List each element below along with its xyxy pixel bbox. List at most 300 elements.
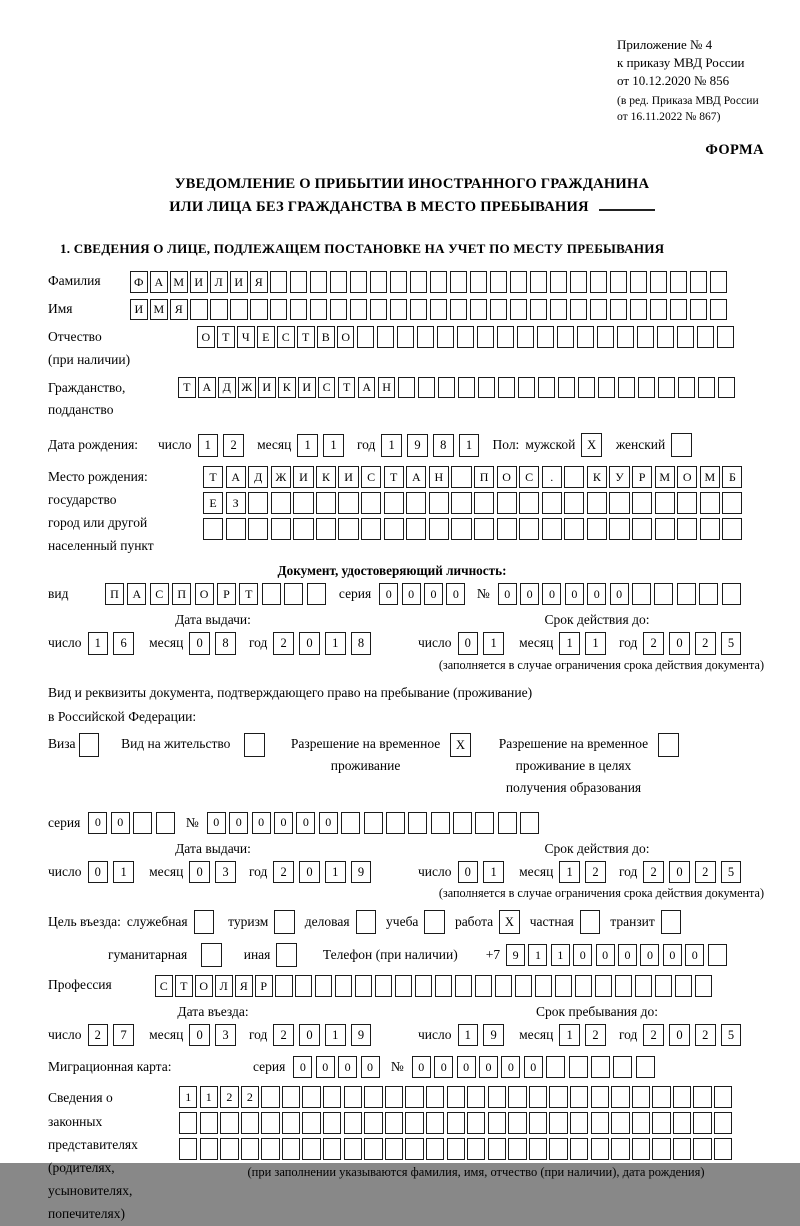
char-cell[interactable]: 0 [457, 1056, 476, 1078]
char-cell[interactable] [474, 492, 494, 514]
char-cell[interactable]: 2 [223, 434, 244, 457]
male-checkbox[interactable]: X [581, 433, 602, 457]
char-cell[interactable] [655, 975, 673, 997]
char-cell[interactable] [610, 271, 628, 293]
char-cell[interactable] [467, 1086, 485, 1108]
char-cell[interactable] [591, 1056, 610, 1078]
char-cell[interactable] [262, 583, 281, 605]
char-cell[interactable]: 0 [458, 861, 479, 884]
char-cell[interactable] [530, 271, 548, 293]
char-cell[interactable] [293, 492, 313, 514]
char-cell[interactable]: 1 [483, 632, 504, 655]
char-cell[interactable]: 2 [241, 1086, 259, 1108]
char-cell[interactable] [475, 975, 493, 997]
char-cell[interactable]: 1 [325, 861, 346, 884]
char-cell[interactable] [261, 1138, 279, 1160]
char-cell[interactable]: Ч [237, 326, 255, 348]
char-cell[interactable]: 1 [381, 434, 402, 457]
char-cell[interactable] [675, 975, 693, 997]
char-cell[interactable] [364, 812, 383, 834]
char-cell[interactable]: И [298, 377, 316, 399]
char-cell[interactable] [518, 377, 536, 399]
char-cell[interactable] [690, 299, 708, 321]
char-cell[interactable] [438, 377, 456, 399]
char-cell[interactable]: Б [722, 466, 742, 488]
char-cell[interactable] [385, 1086, 403, 1108]
char-cell[interactable]: Н [429, 466, 449, 488]
char-cell[interactable] [341, 812, 360, 834]
char-cell[interactable] [595, 975, 613, 997]
char-cell[interactable] [549, 1086, 567, 1108]
char-cell[interactable]: 0 [252, 812, 271, 834]
char-cell[interactable] [632, 1086, 650, 1108]
char-cell[interactable]: 2 [585, 1024, 606, 1047]
char-cell[interactable] [673, 1112, 691, 1134]
char-cell[interactable] [451, 492, 471, 514]
char-cell[interactable] [630, 271, 648, 293]
char-cell[interactable] [550, 299, 568, 321]
char-cell[interactable] [437, 326, 455, 348]
char-cell[interactable]: У [609, 466, 629, 488]
char-cell[interactable] [450, 299, 468, 321]
char-cell[interactable] [203, 518, 223, 540]
char-cell[interactable]: 0 [319, 812, 338, 834]
char-cell[interactable] [344, 1138, 362, 1160]
char-cell[interactable]: П [172, 583, 191, 605]
char-cell[interactable]: 2 [88, 1024, 109, 1047]
char-cell[interactable]: 2 [643, 861, 664, 884]
char-cell[interactable] [395, 975, 413, 997]
char-cell[interactable]: 0 [434, 1056, 453, 1078]
char-cell[interactable]: И [258, 377, 276, 399]
char-cell[interactable]: 0 [88, 812, 107, 834]
char-cell[interactable] [636, 1056, 655, 1078]
char-cell[interactable] [451, 466, 471, 488]
char-cell[interactable] [467, 1138, 485, 1160]
char-cell[interactable] [271, 492, 291, 514]
char-cell[interactable] [529, 1112, 547, 1134]
char-cell[interactable]: С [150, 583, 169, 605]
char-cell[interactable] [670, 271, 688, 293]
char-cell[interactable]: 1 [88, 632, 109, 655]
char-cell[interactable]: М [700, 466, 720, 488]
char-cell[interactable] [270, 271, 288, 293]
char-cell[interactable] [133, 812, 152, 834]
char-cell[interactable] [220, 1112, 238, 1134]
char-cell[interactable]: 0 [424, 583, 443, 605]
char-cell[interactable] [564, 492, 584, 514]
char-cell[interactable] [700, 492, 720, 514]
char-cell[interactable]: К [316, 466, 336, 488]
char-cell[interactable] [722, 492, 742, 514]
char-cell[interactable]: 1 [325, 632, 346, 655]
char-cell[interactable] [270, 299, 288, 321]
char-cell[interactable]: З [226, 492, 246, 514]
char-cell[interactable] [495, 975, 513, 997]
char-cell[interactable] [361, 492, 381, 514]
work-checkbox[interactable]: X [499, 910, 520, 934]
char-cell[interactable] [447, 1086, 465, 1108]
char-cell[interactable] [677, 326, 695, 348]
char-cell[interactable] [370, 299, 388, 321]
char-cell[interactable] [417, 326, 435, 348]
char-cell[interactable]: О [195, 975, 213, 997]
char-cell[interactable] [220, 1138, 238, 1160]
char-cell[interactable] [710, 271, 728, 293]
char-cell[interactable]: 1 [528, 944, 547, 966]
char-cell[interactable] [652, 1138, 670, 1160]
char-cell[interactable] [429, 492, 449, 514]
char-cell[interactable]: Р [255, 975, 273, 997]
char-cell[interactable] [670, 299, 688, 321]
char-cell[interactable] [655, 492, 675, 514]
char-cell[interactable] [415, 975, 433, 997]
char-cell[interactable] [426, 1086, 444, 1108]
char-cell[interactable]: Л [210, 271, 228, 293]
char-cell[interactable]: 9 [506, 944, 525, 966]
char-cell[interactable] [418, 377, 436, 399]
char-cell[interactable] [519, 518, 539, 540]
char-cell[interactable] [508, 1086, 526, 1108]
char-cell[interactable]: 2 [695, 861, 716, 884]
char-cell[interactable] [508, 1138, 526, 1160]
char-cell[interactable]: 0 [299, 632, 320, 655]
char-cell[interactable] [315, 975, 333, 997]
char-cell[interactable] [450, 271, 468, 293]
char-cell[interactable] [693, 1086, 711, 1108]
char-cell[interactable]: П [474, 466, 494, 488]
char-cell[interactable] [200, 1112, 218, 1134]
char-cell[interactable]: С [155, 975, 173, 997]
char-cell[interactable]: 0 [685, 944, 704, 966]
char-cell[interactable] [520, 812, 539, 834]
char-cell[interactable] [590, 271, 608, 293]
char-cell[interactable] [488, 1138, 506, 1160]
char-cell[interactable] [632, 1112, 650, 1134]
char-cell[interactable]: Ж [271, 466, 291, 488]
char-cell[interactable] [406, 492, 426, 514]
char-cell[interactable]: Я [235, 975, 253, 997]
char-cell[interactable]: 0 [587, 583, 606, 605]
char-cell[interactable]: 1 [585, 632, 606, 655]
char-cell[interactable] [429, 518, 449, 540]
other-checkbox[interactable] [276, 943, 297, 967]
char-cell[interactable]: 0 [412, 1056, 431, 1078]
char-cell[interactable]: 1 [200, 1086, 218, 1108]
char-cell[interactable] [355, 975, 373, 997]
char-cell[interactable]: И [293, 466, 313, 488]
char-cell[interactable] [591, 1138, 609, 1160]
char-cell[interactable]: Р [217, 583, 236, 605]
char-cell[interactable]: Т [217, 326, 235, 348]
char-cell[interactable]: С [277, 326, 295, 348]
tourism-checkbox[interactable] [274, 910, 295, 934]
char-cell[interactable] [708, 944, 727, 966]
char-cell[interactable] [470, 299, 488, 321]
char-cell[interactable]: 0 [669, 632, 690, 655]
char-cell[interactable] [458, 377, 476, 399]
char-cell[interactable]: Ж [238, 377, 256, 399]
char-cell[interactable]: 1 [113, 861, 134, 884]
char-cell[interactable] [597, 326, 615, 348]
char-cell[interactable] [290, 299, 308, 321]
char-cell[interactable] [557, 326, 575, 348]
char-cell[interactable] [617, 326, 635, 348]
char-cell[interactable]: 1 [459, 434, 480, 457]
char-cell[interactable]: . [542, 466, 562, 488]
char-cell[interactable] [555, 975, 573, 997]
char-cell[interactable] [714, 1138, 732, 1160]
char-cell[interactable] [302, 1086, 320, 1108]
char-cell[interactable]: 2 [643, 632, 664, 655]
char-cell[interactable] [435, 975, 453, 997]
char-cell[interactable] [530, 299, 548, 321]
char-cell[interactable]: 3 [215, 861, 236, 884]
char-cell[interactable] [542, 518, 562, 540]
char-cell[interactable]: 0 [498, 583, 517, 605]
char-cell[interactable] [587, 492, 607, 514]
char-cell[interactable]: 0 [640, 944, 659, 966]
char-cell[interactable] [490, 299, 508, 321]
char-cell[interactable]: 8 [351, 632, 372, 655]
char-cell[interactable]: И [230, 271, 248, 293]
char-cell[interactable] [638, 377, 656, 399]
char-cell[interactable]: А [198, 377, 216, 399]
char-cell[interactable]: 0 [379, 583, 398, 605]
char-cell[interactable] [611, 1086, 629, 1108]
char-cell[interactable] [390, 299, 408, 321]
char-cell[interactable]: Т [175, 975, 193, 997]
char-cell[interactable] [410, 299, 428, 321]
char-cell[interactable]: 0 [316, 1056, 335, 1078]
char-cell[interactable] [510, 271, 528, 293]
char-cell[interactable] [578, 377, 596, 399]
char-cell[interactable]: 5 [721, 632, 742, 655]
char-cell[interactable]: 0 [573, 944, 592, 966]
char-cell[interactable] [330, 299, 348, 321]
char-cell[interactable]: С [361, 466, 381, 488]
char-cell[interactable]: Т [338, 377, 356, 399]
char-cell[interactable] [549, 1138, 567, 1160]
char-cell[interactable] [695, 975, 713, 997]
char-cell[interactable]: 0 [189, 1024, 210, 1047]
char-cell[interactable] [650, 299, 668, 321]
char-cell[interactable] [293, 518, 313, 540]
char-cell[interactable] [226, 518, 246, 540]
char-cell[interactable] [364, 1112, 382, 1134]
char-cell[interactable] [261, 1086, 279, 1108]
char-cell[interactable] [384, 492, 404, 514]
char-cell[interactable]: 0 [610, 583, 629, 605]
char-cell[interactable]: 2 [273, 632, 294, 655]
char-cell[interactable] [722, 583, 741, 605]
char-cell[interactable] [330, 271, 348, 293]
char-cell[interactable]: 9 [483, 1024, 504, 1047]
char-cell[interactable] [699, 583, 718, 605]
char-cell[interactable] [510, 299, 528, 321]
char-cell[interactable] [310, 271, 328, 293]
char-cell[interactable]: Н [378, 377, 396, 399]
char-cell[interactable] [700, 518, 720, 540]
char-cell[interactable]: 5 [721, 861, 742, 884]
char-cell[interactable] [230, 299, 248, 321]
char-cell[interactable]: 0 [565, 583, 584, 605]
char-cell[interactable]: Е [257, 326, 275, 348]
char-cell[interactable]: 6 [113, 632, 134, 655]
char-cell[interactable] [697, 326, 715, 348]
char-cell[interactable] [478, 377, 496, 399]
char-cell[interactable]: А [226, 466, 246, 488]
char-cell[interactable] [632, 1138, 650, 1160]
char-cell[interactable]: М [170, 271, 188, 293]
char-cell[interactable] [498, 812, 517, 834]
char-cell[interactable] [498, 377, 516, 399]
char-cell[interactable]: 0 [524, 1056, 543, 1078]
char-cell[interactable] [282, 1138, 300, 1160]
char-cell[interactable] [335, 975, 353, 997]
char-cell[interactable]: П [105, 583, 124, 605]
char-cell[interactable] [508, 1112, 526, 1134]
char-cell[interactable] [550, 271, 568, 293]
char-cell[interactable] [364, 1086, 382, 1108]
char-cell[interactable] [179, 1112, 197, 1134]
char-cell[interactable] [655, 518, 675, 540]
char-cell[interactable]: 2 [695, 632, 716, 655]
char-cell[interactable]: 0 [296, 812, 315, 834]
char-cell[interactable] [410, 271, 428, 293]
char-cell[interactable] [717, 326, 735, 348]
residence-permit-checkbox[interactable] [244, 733, 265, 757]
char-cell[interactable] [611, 1112, 629, 1134]
char-cell[interactable] [200, 1138, 218, 1160]
char-cell[interactable] [677, 492, 697, 514]
char-cell[interactable]: 7 [113, 1024, 134, 1047]
char-cell[interactable] [475, 812, 494, 834]
char-cell[interactable] [575, 975, 593, 997]
char-cell[interactable] [590, 299, 608, 321]
char-cell[interactable]: 0 [189, 861, 210, 884]
char-cell[interactable]: 1 [551, 944, 570, 966]
char-cell[interactable]: Т [203, 466, 223, 488]
char-cell[interactable] [519, 492, 539, 514]
char-cell[interactable] [310, 299, 328, 321]
char-cell[interactable]: 2 [585, 861, 606, 884]
char-cell[interactable] [673, 1086, 691, 1108]
char-cell[interactable]: 0 [520, 583, 539, 605]
study-checkbox[interactable] [424, 910, 445, 934]
char-cell[interactable]: 9 [351, 861, 372, 884]
char-cell[interactable] [570, 299, 588, 321]
char-cell[interactable] [344, 1086, 362, 1108]
char-cell[interactable] [632, 518, 652, 540]
char-cell[interactable]: А [150, 271, 168, 293]
char-cell[interactable] [615, 975, 633, 997]
char-cell[interactable] [338, 518, 358, 540]
char-cell[interactable]: 9 [351, 1024, 372, 1047]
char-cell[interactable]: К [278, 377, 296, 399]
char-cell[interactable]: 1 [325, 1024, 346, 1047]
private-checkbox[interactable] [580, 910, 601, 934]
char-cell[interactable]: 0 [618, 944, 637, 966]
char-cell[interactable] [179, 1138, 197, 1160]
char-cell[interactable] [323, 1086, 341, 1108]
char-cell[interactable]: В [317, 326, 335, 348]
char-cell[interactable] [637, 326, 655, 348]
char-cell[interactable] [406, 518, 426, 540]
char-cell[interactable] [405, 1086, 423, 1108]
char-cell[interactable]: О [677, 466, 697, 488]
char-cell[interactable] [690, 271, 708, 293]
char-cell[interactable] [474, 518, 494, 540]
char-cell[interactable]: М [655, 466, 675, 488]
char-cell[interactable]: 0 [663, 944, 682, 966]
char-cell[interactable] [457, 326, 475, 348]
char-cell[interactable] [385, 1112, 403, 1134]
char-cell[interactable]: А [127, 583, 146, 605]
char-cell[interactable] [630, 299, 648, 321]
char-cell[interactable] [609, 518, 629, 540]
char-cell[interactable]: А [406, 466, 426, 488]
char-cell[interactable]: Е [203, 492, 223, 514]
char-cell[interactable]: 2 [273, 1024, 294, 1047]
char-cell[interactable] [316, 518, 336, 540]
visa-checkbox[interactable] [79, 733, 100, 757]
char-cell[interactable] [405, 1112, 423, 1134]
char-cell[interactable]: 2 [273, 861, 294, 884]
char-cell[interactable] [693, 1112, 711, 1134]
char-cell[interactable] [609, 492, 629, 514]
char-cell[interactable]: 0 [501, 1056, 520, 1078]
humanitarian-checkbox[interactable] [201, 943, 222, 967]
char-cell[interactable] [470, 271, 488, 293]
char-cell[interactable] [497, 518, 517, 540]
char-cell[interactable] [635, 975, 653, 997]
char-cell[interactable] [447, 1112, 465, 1134]
char-cell[interactable]: 0 [207, 812, 226, 834]
char-cell[interactable]: Р [632, 466, 652, 488]
char-cell[interactable] [570, 1112, 588, 1134]
char-cell[interactable] [307, 583, 326, 605]
char-cell[interactable] [488, 1112, 506, 1134]
char-cell[interactable]: Я [170, 299, 188, 321]
char-cell[interactable]: О [337, 326, 355, 348]
char-cell[interactable] [722, 518, 742, 540]
char-cell[interactable] [570, 271, 588, 293]
char-cell[interactable] [549, 1112, 567, 1134]
char-cell[interactable] [467, 1112, 485, 1134]
char-cell[interactable] [451, 518, 471, 540]
char-cell[interactable]: 9 [407, 434, 428, 457]
char-cell[interactable]: 8 [433, 434, 454, 457]
char-cell[interactable]: И [130, 299, 148, 321]
char-cell[interactable]: О [497, 466, 517, 488]
char-cell[interactable] [248, 518, 268, 540]
char-cell[interactable]: 0 [458, 632, 479, 655]
char-cell[interactable] [302, 1138, 320, 1160]
char-cell[interactable]: 0 [299, 861, 320, 884]
char-cell[interactable] [650, 271, 668, 293]
char-cell[interactable] [718, 377, 736, 399]
char-cell[interactable]: 0 [446, 583, 465, 605]
char-cell[interactable]: 1 [323, 434, 344, 457]
char-cell[interactable] [698, 377, 716, 399]
char-cell[interactable]: Т [297, 326, 315, 348]
char-cell[interactable]: 2 [643, 1024, 664, 1047]
char-cell[interactable] [570, 1138, 588, 1160]
char-cell[interactable] [564, 466, 584, 488]
char-cell[interactable] [546, 1056, 565, 1078]
char-cell[interactable] [535, 975, 553, 997]
